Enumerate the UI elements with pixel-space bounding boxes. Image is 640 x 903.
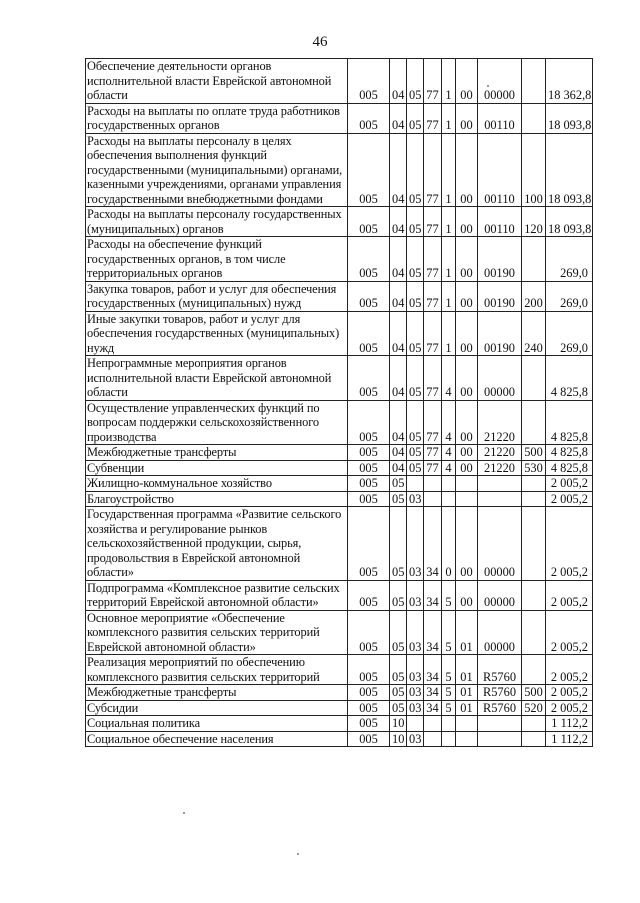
table-row bbox=[86, 445, 593, 461]
section-code-cell: 04 bbox=[390, 207, 407, 237]
target-item-program-cell bbox=[424, 731, 442, 747]
section-code-cell: 04 bbox=[390, 356, 407, 401]
ved-code-cell: 005 bbox=[348, 655, 390, 685]
row-name-cell: Социальная политика bbox=[86, 716, 348, 732]
target-item-subprogram-cell: 4 bbox=[442, 356, 456, 401]
table-row bbox=[86, 716, 593, 732]
ved-code-cell: 005 bbox=[348, 685, 390, 701]
target-item-program-cell: 34 bbox=[424, 610, 442, 655]
amount-cell: 269,0 bbox=[546, 281, 593, 311]
target-item-subprogram-cell: 5 bbox=[442, 610, 456, 655]
target-item-event-cell: 00 bbox=[456, 207, 478, 237]
target-item-subprogram-cell bbox=[442, 731, 456, 747]
page-number: 46 bbox=[312, 34, 328, 50]
target-item-event-cell bbox=[456, 476, 478, 492]
subsection-code-cell: 03 bbox=[407, 610, 424, 655]
subsection-code-cell bbox=[407, 476, 424, 492]
target-item-direction-cell bbox=[478, 731, 522, 747]
subsection-code-cell: 03 bbox=[407, 655, 424, 685]
target-item-event-cell: 00 bbox=[456, 59, 478, 104]
target-item-subprogram-cell: 5 bbox=[442, 685, 456, 701]
row-name-cell: Субвенции bbox=[86, 460, 348, 476]
target-item-subprogram-cell: 5 bbox=[442, 580, 456, 610]
section-code-cell: 04 bbox=[390, 445, 407, 461]
target-item-direction-cell: R5760 bbox=[478, 655, 522, 685]
row-name-cell: Государственная программа «Развитие сельского хозяйства и регулирование рынков сельскохозяйственной продукции, сырья, продовольствия в Еврейской автономной области» bbox=[86, 507, 348, 581]
amount-cell: 18 093,8 bbox=[546, 133, 593, 207]
target-item-subprogram-cell: 0 bbox=[442, 507, 456, 581]
expense-type-cell: 500 bbox=[522, 445, 546, 461]
amount-cell: 2 005,2 bbox=[546, 610, 593, 655]
target-item-subprogram-cell: 5 bbox=[442, 700, 456, 716]
expense-type-cell bbox=[522, 491, 546, 507]
row-name-cell: Расходы на выплаты персоналу государственных (муниципальных) органов bbox=[86, 207, 348, 237]
row-name-cell: Подпрограмма «Комплексное развитие сельских территорий Еврейской автономной области» bbox=[86, 580, 348, 610]
expense-type-cell bbox=[522, 716, 546, 732]
table-row bbox=[86, 207, 593, 237]
subsection-code-cell: 03 bbox=[407, 491, 424, 507]
target-item-event-cell bbox=[456, 491, 478, 507]
stray-dot bbox=[183, 812, 185, 814]
section-code-cell: 04 bbox=[390, 311, 407, 356]
target-item-direction-cell: 00000 bbox=[478, 580, 522, 610]
target-item-program-cell: 77 bbox=[424, 445, 442, 461]
ved-code-cell: 005 bbox=[348, 207, 390, 237]
expense-type-cell bbox=[522, 356, 546, 401]
target-item-direction-cell: 21220 bbox=[478, 460, 522, 476]
amount-cell: 2 005,2 bbox=[546, 655, 593, 685]
section-code-cell: 04 bbox=[390, 237, 407, 282]
amount-cell: 269,0 bbox=[546, 237, 593, 282]
section-code-cell: 04 bbox=[390, 59, 407, 104]
subsection-code-cell: 03 bbox=[407, 700, 424, 716]
row-name-cell: Осуществление управленческих функций по вопросам поддержки сельскохозяйственного производства bbox=[86, 400, 348, 445]
subsection-code-cell: 05 bbox=[407, 460, 424, 476]
target-item-event-cell: 00 bbox=[456, 281, 478, 311]
target-item-subprogram-cell: 1 bbox=[442, 281, 456, 311]
target-item-program-cell: 77 bbox=[424, 356, 442, 401]
target-item-event-cell bbox=[456, 731, 478, 747]
target-item-direction-cell: 21220 bbox=[478, 445, 522, 461]
expense-type-cell bbox=[522, 237, 546, 282]
row-name-cell: Обеспечение деятельности органов исполнительной власти Еврейской автономной области bbox=[86, 59, 348, 104]
subsection-code-cell: 05 bbox=[407, 356, 424, 401]
ved-code-cell: 005 bbox=[348, 700, 390, 716]
target-item-subprogram-cell bbox=[442, 476, 456, 492]
budget-table bbox=[85, 58, 593, 747]
target-item-subprogram-cell bbox=[442, 716, 456, 732]
section-code-cell: 05 bbox=[390, 610, 407, 655]
target-item-program-cell: 77 bbox=[424, 207, 442, 237]
target-item-program-cell bbox=[424, 476, 442, 492]
subsection-code-cell: 03 bbox=[407, 580, 424, 610]
section-code-cell: 05 bbox=[390, 655, 407, 685]
target-item-subprogram-cell: 4 bbox=[442, 460, 456, 476]
row-name-cell: Реализация мероприятий по обеспечению комплексного развития сельских территорий bbox=[86, 655, 348, 685]
target-item-program-cell: 77 bbox=[424, 59, 442, 104]
expense-type-cell bbox=[522, 103, 546, 133]
target-item-event-cell: 00 bbox=[456, 507, 478, 581]
target-item-event-cell: 01 bbox=[456, 700, 478, 716]
row-name-cell: Благоустройство bbox=[86, 491, 348, 507]
stray-dot bbox=[297, 853, 299, 855]
target-item-subprogram-cell: 1 bbox=[442, 237, 456, 282]
expense-type-cell bbox=[522, 580, 546, 610]
target-item-program-cell bbox=[424, 491, 442, 507]
target-item-program-cell: 77 bbox=[424, 281, 442, 311]
subsection-code-cell: 05 bbox=[407, 103, 424, 133]
table-row bbox=[86, 685, 593, 701]
subsection-code-cell bbox=[407, 716, 424, 732]
row-name-cell: Жилищно-коммунальное хозяйство bbox=[86, 476, 348, 492]
table-row bbox=[86, 491, 593, 507]
target-item-direction-cell: 00000 bbox=[478, 59, 522, 104]
row-name-cell: Иные закупки товаров, работ и услуг для обеспечения государственных (муниципальных) нужд bbox=[86, 311, 348, 356]
ved-code-cell: 005 bbox=[348, 445, 390, 461]
ved-code-cell: 005 bbox=[348, 610, 390, 655]
section-code-cell: 04 bbox=[390, 460, 407, 476]
table-row bbox=[86, 580, 593, 610]
subsection-code-cell: 03 bbox=[407, 507, 424, 581]
target-item-direction-cell: 00110 bbox=[478, 133, 522, 207]
table-row bbox=[86, 731, 593, 747]
target-item-direction-cell: R5760 bbox=[478, 685, 522, 701]
amount-cell: 18 093,8 bbox=[546, 103, 593, 133]
target-item-direction-cell: 00000 bbox=[478, 507, 522, 581]
target-item-subprogram-cell: 1 bbox=[442, 59, 456, 104]
row-name-cell: Расходы на выплаты персоналу в целях обеспечения выполнения функций государственными (муниципальными) органами, казенными учреждениями, органами управления государственными внебюджетными фондами bbox=[86, 133, 348, 207]
expense-type-cell: 120 bbox=[522, 207, 546, 237]
target-item-subprogram-cell: 5 bbox=[442, 655, 456, 685]
table-row bbox=[86, 133, 593, 207]
ved-code-cell: 005 bbox=[348, 133, 390, 207]
expense-type-cell: 530 bbox=[522, 460, 546, 476]
ved-code-cell: 005 bbox=[348, 311, 390, 356]
ved-code-cell: 005 bbox=[348, 580, 390, 610]
target-item-direction-cell: 00110 bbox=[478, 207, 522, 237]
table-row bbox=[86, 237, 593, 282]
table-row bbox=[86, 655, 593, 685]
expense-type-cell bbox=[522, 507, 546, 581]
ved-code-cell: 005 bbox=[348, 491, 390, 507]
ved-code-cell: 005 bbox=[348, 716, 390, 732]
target-item-direction-cell: 00190 bbox=[478, 311, 522, 356]
amount-cell: 18 093,8 bbox=[546, 207, 593, 237]
subsection-code-cell: 05 bbox=[407, 207, 424, 237]
target-item-direction-cell bbox=[478, 476, 522, 492]
target-item-event-cell: 00 bbox=[456, 237, 478, 282]
target-item-subprogram-cell bbox=[442, 491, 456, 507]
target-item-event-cell: 00 bbox=[456, 460, 478, 476]
target-item-event-cell: 01 bbox=[456, 685, 478, 701]
section-code-cell: 04 bbox=[390, 281, 407, 311]
row-name-cell: Расходы на обеспечение функций государственных органов, в том числе территориальных органов bbox=[86, 237, 348, 282]
target-item-direction-cell: R5760 bbox=[478, 700, 522, 716]
row-name-cell: Закупка товаров, работ и услуг для обеспечения государственных (муниципальных) нужд bbox=[86, 281, 348, 311]
amount-cell: 4 825,8 bbox=[546, 400, 593, 445]
amount-cell: 4 825,8 bbox=[546, 356, 593, 401]
row-name-cell: Социальное обеспечение населения bbox=[86, 731, 348, 747]
target-item-program-cell: 34 bbox=[424, 580, 442, 610]
table-row bbox=[86, 476, 593, 492]
ved-code-cell: 005 bbox=[348, 476, 390, 492]
row-name-cell: Межбюджетные трансферты bbox=[86, 685, 348, 701]
amount-cell: 2 005,2 bbox=[546, 507, 593, 581]
table-row bbox=[86, 460, 593, 476]
target-item-program-cell: 34 bbox=[424, 685, 442, 701]
ved-code-cell: 005 bbox=[348, 281, 390, 311]
target-item-event-cell: 00 bbox=[456, 311, 478, 356]
target-item-direction-cell: 21220 bbox=[478, 400, 522, 445]
target-item-direction-cell: 00190 bbox=[478, 281, 522, 311]
amount-cell: 1 112,2 bbox=[546, 731, 593, 747]
amount-cell: 2 005,2 bbox=[546, 580, 593, 610]
subsection-code-cell: 05 bbox=[407, 445, 424, 461]
expense-type-cell bbox=[522, 59, 546, 104]
budget-table-body bbox=[86, 59, 593, 747]
ved-code-cell: 005 bbox=[348, 507, 390, 581]
target-item-program-cell: 77 bbox=[424, 237, 442, 282]
expense-type-cell bbox=[522, 476, 546, 492]
amount-cell: 2 005,2 bbox=[546, 491, 593, 507]
section-code-cell: 05 bbox=[390, 476, 407, 492]
target-item-direction-cell bbox=[478, 491, 522, 507]
target-item-direction-cell: 00000 bbox=[478, 610, 522, 655]
target-item-direction-cell bbox=[478, 716, 522, 732]
target-item-subprogram-cell: 1 bbox=[442, 207, 456, 237]
ved-code-cell: 005 bbox=[348, 400, 390, 445]
stray-dot bbox=[487, 85, 489, 87]
subsection-code-cell: 03 bbox=[407, 685, 424, 701]
target-item-subprogram-cell: 4 bbox=[442, 445, 456, 461]
amount-cell: 4 825,8 bbox=[546, 445, 593, 461]
expense-type-cell: 520 bbox=[522, 700, 546, 716]
section-code-cell: 05 bbox=[390, 491, 407, 507]
table-row bbox=[86, 356, 593, 401]
target-item-program-cell: 77 bbox=[424, 103, 442, 133]
ved-code-cell: 005 bbox=[348, 460, 390, 476]
table-row bbox=[86, 610, 593, 655]
section-code-cell: 05 bbox=[390, 700, 407, 716]
amount-cell: 269,0 bbox=[546, 311, 593, 356]
row-name-cell: Непрограммные мероприятия органов исполнительной власти Еврейской автономной области bbox=[86, 356, 348, 401]
target-item-program-cell: 34 bbox=[424, 700, 442, 716]
subsection-code-cell: 03 bbox=[407, 731, 424, 747]
target-item-subprogram-cell: 1 bbox=[442, 311, 456, 356]
table-row bbox=[86, 281, 593, 311]
section-code-cell: 10 bbox=[390, 731, 407, 747]
target-item-program-cell: 77 bbox=[424, 133, 442, 207]
table-row bbox=[86, 507, 593, 581]
expense-type-cell bbox=[522, 400, 546, 445]
target-item-direction-cell: 00110 bbox=[478, 103, 522, 133]
target-item-direction-cell: 00000 bbox=[478, 356, 522, 401]
section-code-cell: 04 bbox=[390, 400, 407, 445]
amount-cell: 18 362,8 bbox=[546, 59, 593, 104]
target-item-program-cell: 34 bbox=[424, 507, 442, 581]
amount-cell: 1 112,2 bbox=[546, 716, 593, 732]
target-item-event-cell: 00 bbox=[456, 356, 478, 401]
table-row bbox=[86, 400, 593, 445]
target-item-subprogram-cell: 4 bbox=[442, 400, 456, 445]
row-name-cell: Расходы на выплаты по оплате труда работников государственных органов bbox=[86, 103, 348, 133]
target-item-direction-cell: 00190 bbox=[478, 237, 522, 282]
target-item-event-cell bbox=[456, 716, 478, 732]
target-item-subprogram-cell: 1 bbox=[442, 133, 456, 207]
expense-type-cell bbox=[522, 655, 546, 685]
table-row bbox=[86, 311, 593, 356]
section-code-cell: 04 bbox=[390, 103, 407, 133]
table-row bbox=[86, 59, 593, 104]
target-item-subprogram-cell: 1 bbox=[442, 103, 456, 133]
target-item-event-cell: 01 bbox=[456, 655, 478, 685]
target-item-program-cell: 34 bbox=[424, 655, 442, 685]
target-item-event-cell: 00 bbox=[456, 103, 478, 133]
amount-cell: 2 005,2 bbox=[546, 700, 593, 716]
target-item-event-cell: 00 bbox=[456, 133, 478, 207]
row-name-cell: Субсидии bbox=[86, 700, 348, 716]
expense-type-cell: 100 bbox=[522, 133, 546, 207]
expense-type-cell bbox=[522, 731, 546, 747]
row-name-cell: Основное мероприятие «Обеспечение комплексного развития сельских территорий Еврейской автономной области» bbox=[86, 610, 348, 655]
amount-cell: 4 825,8 bbox=[546, 460, 593, 476]
expense-type-cell: 500 bbox=[522, 685, 546, 701]
subsection-code-cell: 05 bbox=[407, 311, 424, 356]
amount-cell: 2 005,2 bbox=[546, 476, 593, 492]
ved-code-cell: 005 bbox=[348, 237, 390, 282]
target-item-event-cell: 00 bbox=[456, 445, 478, 461]
target-item-event-cell: 01 bbox=[456, 610, 478, 655]
target-item-event-cell: 00 bbox=[456, 400, 478, 445]
subsection-code-cell: 05 bbox=[407, 281, 424, 311]
row-name-cell: Межбюджетные трансферты bbox=[86, 445, 348, 461]
amount-cell: 2 005,2 bbox=[546, 685, 593, 701]
expense-type-cell: 200 bbox=[522, 281, 546, 311]
section-code-cell: 05 bbox=[390, 507, 407, 581]
section-code-cell: 10 bbox=[390, 716, 407, 732]
ved-code-cell: 005 bbox=[348, 103, 390, 133]
table-row bbox=[86, 103, 593, 133]
subsection-code-cell: 05 bbox=[407, 59, 424, 104]
section-code-cell: 05 bbox=[390, 580, 407, 610]
target-item-program-cell bbox=[424, 716, 442, 732]
expense-type-cell bbox=[522, 610, 546, 655]
target-item-program-cell: 77 bbox=[424, 400, 442, 445]
ved-code-cell: 005 bbox=[348, 356, 390, 401]
section-code-cell: 04 bbox=[390, 133, 407, 207]
ved-code-cell: 005 bbox=[348, 731, 390, 747]
target-item-event-cell: 00 bbox=[456, 580, 478, 610]
subsection-code-cell: 05 bbox=[407, 133, 424, 207]
subsection-code-cell: 05 bbox=[407, 237, 424, 282]
table-row bbox=[86, 700, 593, 716]
subsection-code-cell: 05 bbox=[407, 400, 424, 445]
expense-type-cell: 240 bbox=[522, 311, 546, 356]
ved-code-cell: 005 bbox=[348, 59, 390, 104]
target-item-program-cell: 77 bbox=[424, 311, 442, 356]
section-code-cell: 05 bbox=[390, 685, 407, 701]
target-item-program-cell: 77 bbox=[424, 460, 442, 476]
